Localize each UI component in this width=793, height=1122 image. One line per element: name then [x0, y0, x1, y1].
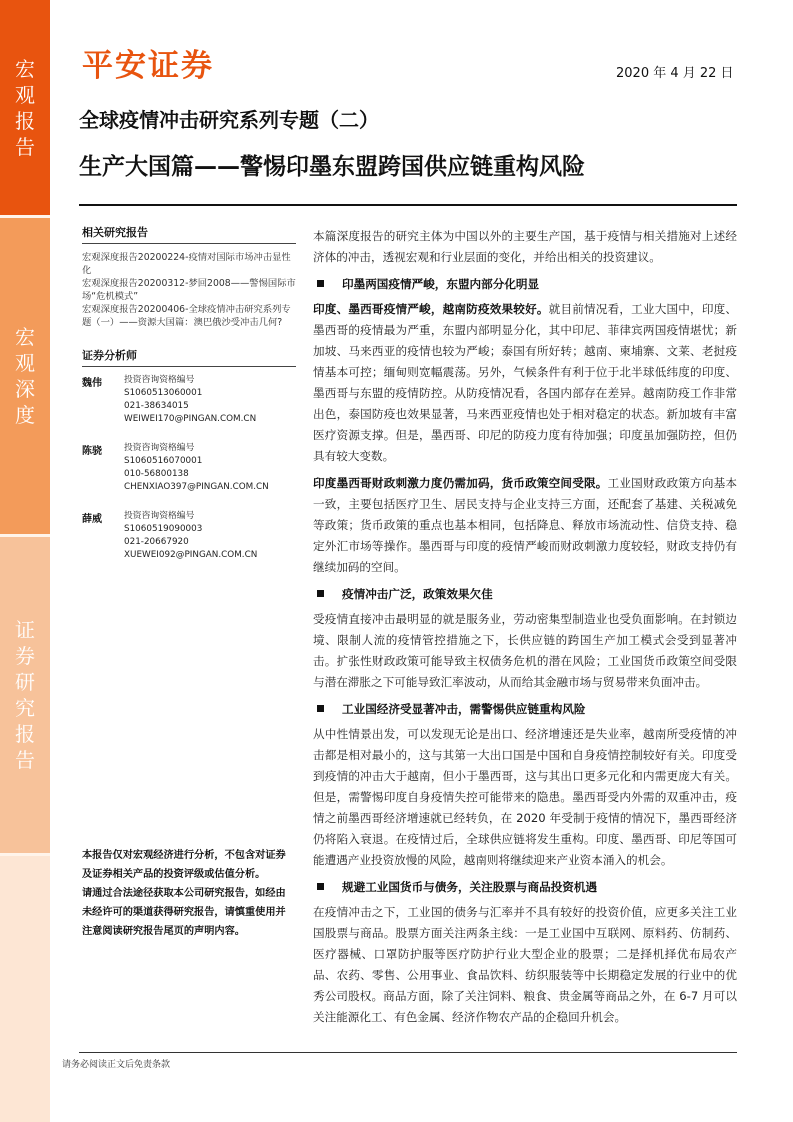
paragraph-text: 就目前情况看，工业大国中，印度、墨西哥的疫情最为严重，东盟内部明显分化，其中印尼、菲律宾两国疫情堪忧；新加坡、马来西亚的疫情也较为严峻；泰国有所好转；越南、柬埔寨、文莱、老挝疫情基本可控；缅甸则宽幅震荡。另外，气候条件有利于位于北半球低纬度的印度、墨西哥与东盟的疫情防控。从防疫情况看，各国内部存在差异。越南防疫工作非常出色，泰国防疫也效果显著，马来西亚疫情也处于相对稳定的状态。新加坡有丰富医疗资源支撑。但是，墨西哥、印尼的防疫力度有待加强；印度虽加强防控，但仍具有较大变数。 — [313, 302, 737, 463]
sidebar-macro-report — [0, 0, 50, 215]
sidebar-char: 报 — [15, 108, 35, 133]
square-bullet-icon — [317, 280, 324, 287]
body-paragraph: 受疫情直接冲击最明显的就是服务业，劳动密集型制造业也受负面影响。在封锁边境、限制人流的疫情管控措施之下，长供应链的跨国生产加工模式会受到显著冲击。扩张性财政政策可能导致主权债务危机的潜在风险；工业国货币政策空间受限与潜在滞胀之下可能导致汇率波动，从而给其金融市场与贸易带来负面冲击。 — [313, 612, 737, 689]
paragraph-text: 工业国财政政策方向基本一致，主要包括医疗卫生、居民支持与企业支持三方面，还配套了基建、关税减免等政策；货币政策的重点也基本相同，包括降息、释放市场流动性、信贷支持、稳定外汇市场等操作。墨西哥与印度的疫情严峻而财政刺激力度较轻，财政支持仍有继续加码的空间。 — [313, 476, 737, 574]
sidebar-char: 告 — [15, 748, 35, 772]
series-title: 全球疫情冲击研究系列专题（二） — [79, 108, 379, 132]
intro-paragraph: 本篇深度报告的研究主体为中国以外的主要生产国，基于疫情与相关措施对上述经济体的冲击，透视宏观和行业层面的变化，并给出相关的投资建议。 — [313, 229, 737, 264]
sidebar — [0, 0, 50, 1122]
sidebar-bottom-band — [0, 856, 50, 1122]
analyst-phone: 021-38634015 — [124, 401, 189, 411]
page-title: 生产大国篇——警惕印墨东盟跨国供应链重构风险 — [79, 154, 585, 180]
sidebar-char: 度 — [15, 403, 35, 427]
section-heading — [313, 699, 737, 720]
analyst-card — [82, 374, 296, 426]
footer-divider — [79, 1052, 737, 1053]
sidebar-char: 观 — [15, 351, 35, 375]
section-heading — [313, 584, 737, 605]
related-report-item[interactable]: 宏观深度报告20200224-疫情对国际市场冲击显性化 — [82, 252, 291, 276]
section-heading-text: 规避工业国货币与债务，关注股票与商品投资机遇 — [342, 880, 598, 894]
sidebar-char: 究 — [15, 696, 35, 720]
sidebar-char: 证 — [15, 618, 35, 642]
left-column — [82, 224, 296, 562]
analyst-phone: 021-20667920 — [124, 537, 189, 547]
analyst-phone: 010-56800138 — [124, 469, 189, 479]
square-bullet-icon — [317, 590, 324, 597]
analyst-email[interactable]: XUEWEI092@PINGAN.COM.CN — [124, 550, 258, 560]
section-heading-text: 印墨两国疫情严峻，东盟内部分化明显 — [342, 277, 540, 291]
body-paragraph — [313, 299, 737, 467]
title-divider — [79, 204, 737, 206]
square-bullet-icon — [317, 883, 324, 890]
analyst-card — [82, 442, 296, 494]
disclaimer — [82, 846, 294, 941]
body-paragraph — [313, 473, 737, 578]
related-report-item[interactable]: 宏观深度报告20200406-全球疫情冲击研究系列专题（一）——资源大国篇：澳巴俄沙受冲击几何? — [82, 304, 291, 328]
sidebar-char: 深 — [15, 377, 35, 401]
disclaimer-legal: 请通过合法途径获取本公司研究报告，如经由未经许可的渠道获得研究报告，请慎重使用并注意阅读研究报告尾页的声明内容。 — [82, 888, 286, 937]
body-paragraph: 从中性情景出发，可以发现无论是出口、经济增速还是失业率，越南所受疫情的冲击都是相对最小的，这与其第一大出口国是中国和自身疫情控制较好有关。印度受到疫情的冲击大于越南，但小于墨西哥，这与其出口更多元化和内需更庞大有关。但是，需警惕印度自身疫情失控可能带来的隐患。墨西哥受内外需的双重冲击，疫情之前墨西哥经济增速就已经转负，在 2020 年受制于疫情的情况下，墨西哥经济仍将陷入衰退。在疫情过后，全球供应链将发生重构。印度、墨西哥、印尼等国可能遭遇产业投资放慢的风险，越南则将继续迎来产业资本涌入的机会。 — [313, 727, 737, 867]
sidebar-char: 观 — [15, 82, 35, 107]
section-heading — [313, 274, 737, 295]
paragraph-lead: 印度墨西哥财政刺激力度仍需加码，货币政策空间受限。 — [313, 476, 608, 490]
company-logo: 平安证券 — [82, 48, 214, 84]
square-bullet-icon — [317, 705, 324, 712]
analyst-cert-label: 投资咨询资格编号 — [124, 375, 195, 385]
sidebar-char: 研 — [15, 670, 35, 694]
sidebar-char: 宏 — [15, 325, 35, 349]
analyst-cert: S1060516070001 — [124, 456, 203, 466]
section-heading — [313, 877, 737, 898]
analyst-email[interactable]: CHENXIAO397@PINGAN.COM.CN — [124, 482, 269, 492]
analyst-name: 陈骁 — [82, 446, 102, 457]
footer-note: 请务必阅读正文后免责条款 — [62, 1060, 171, 1070]
report-date: 2020 年 4 月 22 日 — [616, 66, 734, 81]
sidebar-macro-depth — [0, 218, 50, 534]
related-reports-heading: 相关研究报告 — [82, 224, 296, 244]
sidebar-char: 宏 — [15, 56, 35, 81]
analysts-heading: 证券分析师 — [82, 347, 296, 367]
analyst-name: 魏伟 — [82, 378, 102, 389]
analyst-cert: S1060519090003 — [124, 524, 203, 534]
section-heading-text: 疫情冲击广泛，政策效果欠佳 — [342, 587, 493, 601]
sidebar-securities-research — [0, 537, 50, 853]
analyst-cert-label: 投资咨询资格编号 — [124, 443, 195, 453]
paragraph-lead: 印度、墨西哥疫情严峻，越南防疫效果较好。 — [313, 302, 549, 316]
sidebar-char: 报 — [15, 722, 35, 746]
related-report-item[interactable]: 宏观深度报告20200312-梦回2008——警惕国际市场“危机模式” — [82, 278, 296, 302]
sidebar-char: 告 — [15, 134, 35, 159]
analyst-cert-label: 投资咨询资格编号 — [124, 511, 195, 521]
analyst-cert: S1060513060001 — [124, 388, 203, 398]
analyst-email[interactable]: WEIWEI170@PINGAN.COM.CN — [124, 414, 257, 424]
disclaimer-scope: 本报告仅对宏观经济进行分析，不包含对证券及证券相关产品的投资评级或估值分析。 — [82, 850, 286, 880]
section-heading-text: 工业国经济受显著冲击，需警惕供应链重构风险 — [342, 702, 586, 716]
main-summary — [313, 226, 737, 1028]
sidebar-char: 券 — [15, 644, 35, 668]
analyst-name: 薛威 — [82, 514, 102, 525]
analyst-card — [82, 510, 296, 562]
body-paragraph: 在疫情冲击之下，工业国的债务与汇率并不具有较好的投资价值，应更多关注工业国股票与商品。股票方面关注两条主线：一是工业国中互联网、原料药、仿制药、医疗器械、口罩防护服等医疗防护行业大型企业的股票；二是择机择优布局农产品、农药、零售、公用事业、食品饮料、纺织服装等中长期稳定发展的行业中的优秀公司股权。商品方面，除了关注饲料、粮食、贵金属等商品之外，在 6-7 月可以关注能源化工、有色金属、经济作物农产品的企稳回升机会。 — [313, 905, 737, 1024]
